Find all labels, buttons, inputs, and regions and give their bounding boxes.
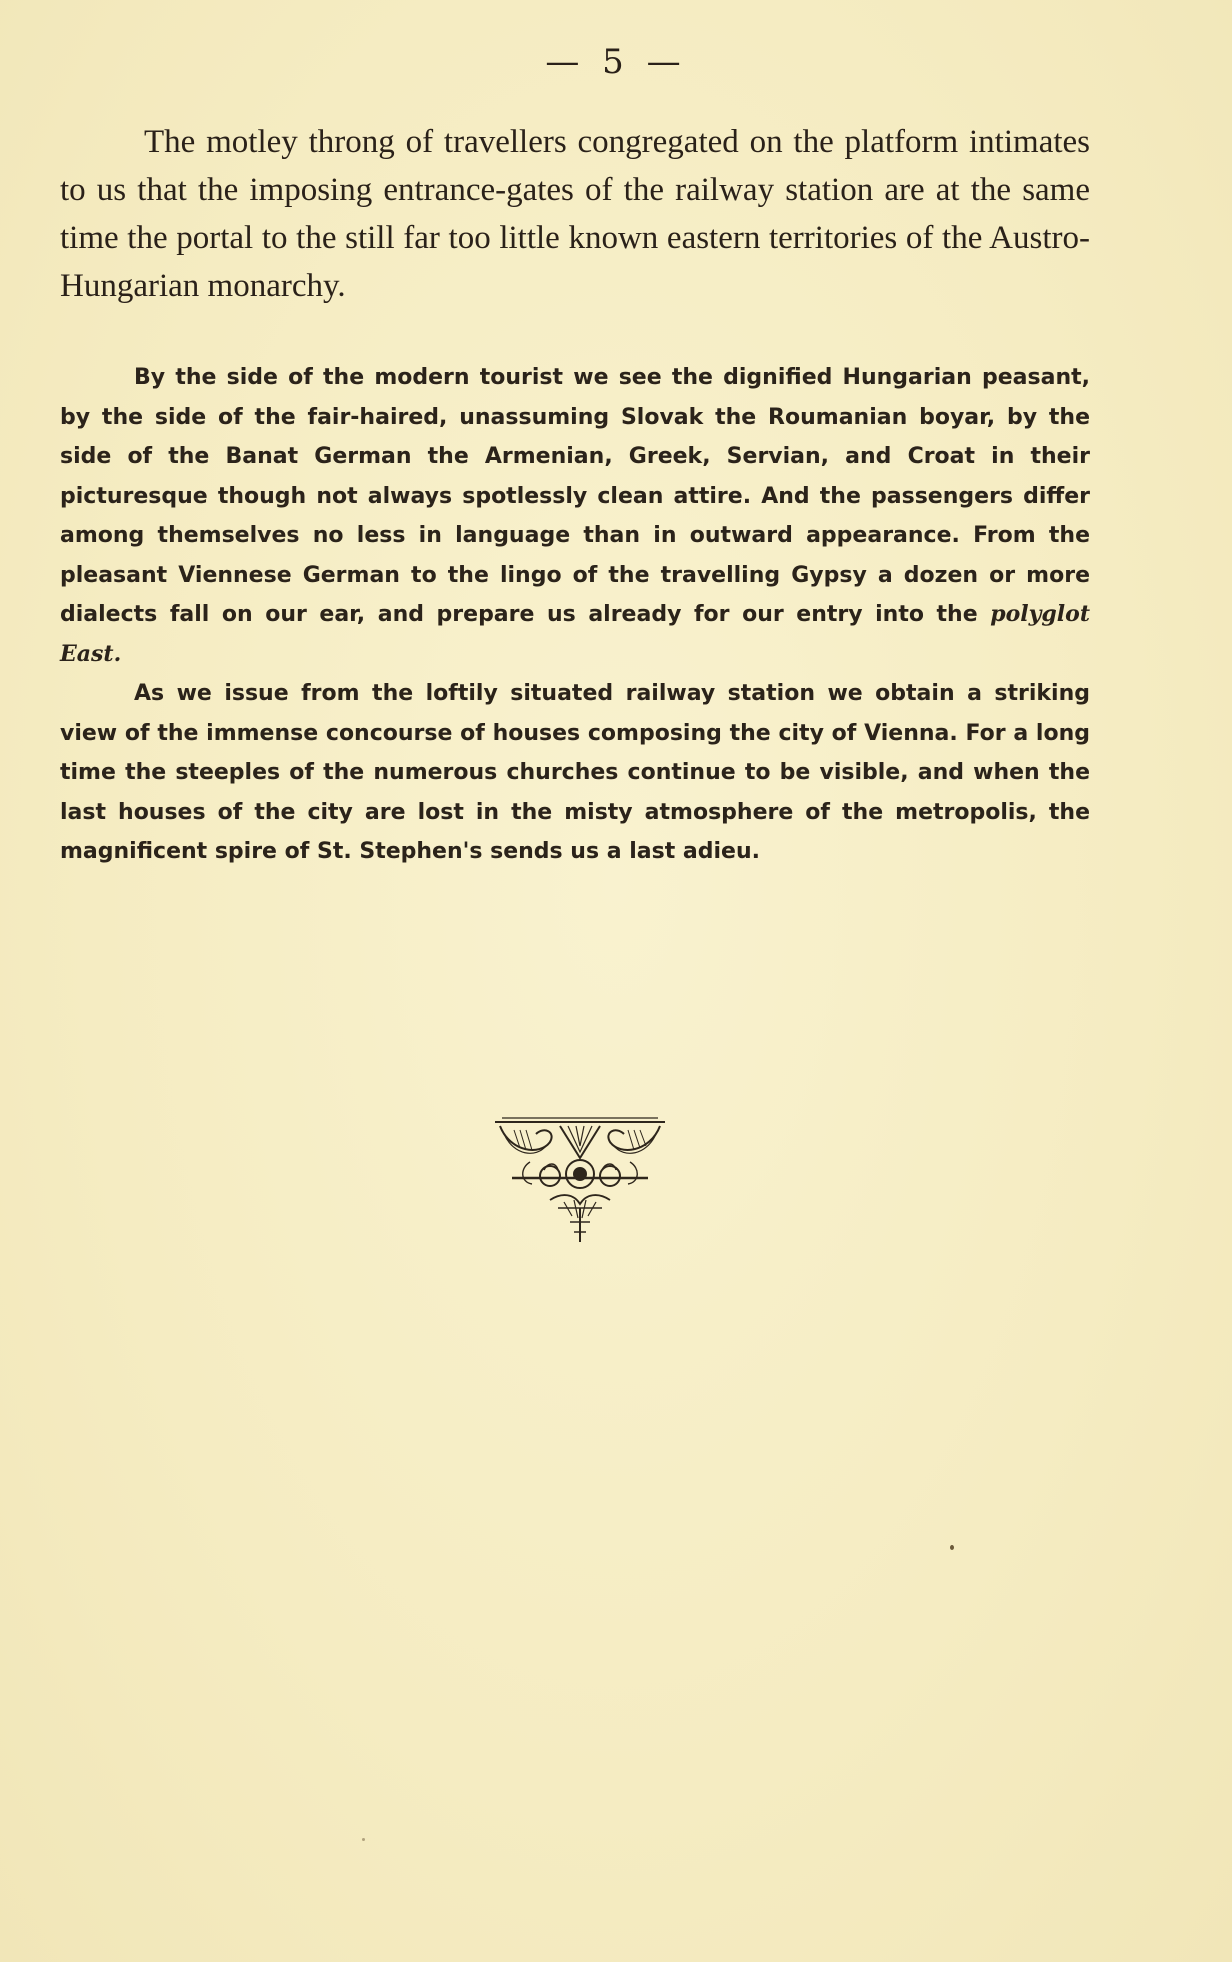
paper-speck bbox=[950, 1545, 954, 1550]
paragraph-1 bbox=[60, 118, 1090, 310]
paragraph-2 bbox=[60, 358, 1090, 674]
page-number: — 5 — bbox=[545, 42, 687, 82]
paragraph-3-text: As we issue from the loftily situated railway station we obtain a striking view of the immense concourse of houses composing the city of Vienna. For a long time the steeples of the numerous churches continue to be visible, and when the last houses of the city are lost in the misty atmosphere of the metropolis, the magnificent spire of St. Stephen's sends us a last adieu. bbox=[60, 681, 1090, 864]
paragraph-2-emphasis: polyglot East. bbox=[60, 601, 1090, 667]
paragraph-2-text: By the side of the modern tourist we see the dignified Hungarian peasant, by the side of the fair-haired, unassuming Slovak the Roumanian boyar, by the side of the Banat German the Armenian, Greek, Servian, and Croat in their picturesque though not always spotlessly clean attire. And the passengers differ among themselves no less in language than in outward appearance. From the pleasant Viennese German to the lingo of the travelling Gypsy a dozen or more dialects fall on our ear, and prepare us already for our entry into the bbox=[60, 365, 1090, 627]
paragraph-1-text: The motley throng of travellers congregated on the platform intimates to us that the imposing entrance-gates of the railway station are at the same time the portal to the still far too little known eastern territories of the Austro-Hungarian monarchy. bbox=[60, 124, 1090, 304]
paper-speck bbox=[362, 1838, 365, 1841]
floral-tailpiece-icon bbox=[490, 1112, 670, 1247]
paragraph-3 bbox=[60, 674, 1090, 872]
